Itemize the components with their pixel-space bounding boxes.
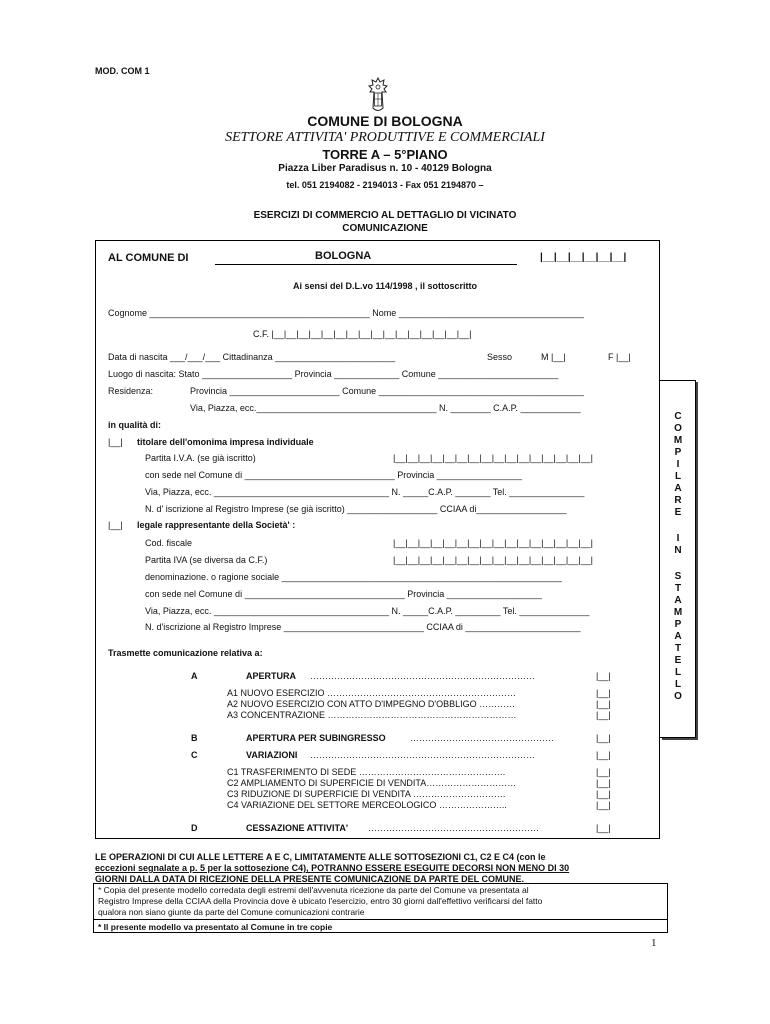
residence-province-field[interactable]: Provincia ______________________ Comune _________________________________________ xyxy=(190,386,584,396)
row-d-letter: D xyxy=(191,823,198,833)
stamp-letter: C xyxy=(674,411,682,422)
stamp-letter: S xyxy=(674,571,682,582)
sub-c2-checkbox[interactable]: |__| xyxy=(596,778,611,788)
sex-f-checkbox[interactable]: F |__| xyxy=(608,352,631,362)
stamp-letter: I xyxy=(676,459,680,470)
option-titolare-label: titolare dell'omonima impresa individuale xyxy=(137,437,314,447)
stamp-letter: P xyxy=(674,447,682,458)
option-societa-checkbox[interactable]: |__| xyxy=(108,520,123,530)
sub-c4-label: C4 VARIAZIONE DEL SETTORE MERCEOLOGICO ………………….. xyxy=(227,800,507,810)
stamp-letter: T xyxy=(674,643,682,654)
comune-field[interactable] xyxy=(215,250,517,265)
option-titolare-checkbox[interactable]: |__| xyxy=(108,437,123,447)
stamp-letter: O xyxy=(674,423,682,434)
row-b-label: APERTURA PER SUBINGRESSO xyxy=(246,733,386,743)
page-number: 1 xyxy=(651,937,657,949)
sub-c1-label: C1 TRASFERIMENTO DI SEDE …………………………………………. xyxy=(227,767,506,777)
stamp-letter: E xyxy=(674,655,682,666)
stamp-letter: I xyxy=(676,533,680,544)
via2-field[interactable]: Via, Piazza, ecc. ___________________________________ N. _____C.A.P. _________ Tel. ______________ xyxy=(145,606,590,616)
cognome-nome-field[interactable]: Cognome ____________________________________________ Nome _____________________________________ xyxy=(108,308,584,318)
sector-title: SETTORE ATTIVITA' PRODUTTIVE E COMMERCIALI xyxy=(225,130,545,145)
stamp-letter: M xyxy=(673,435,683,446)
residence-address-field[interactable]: Via, Piazza, ecc.____________________________________ N. ________ C.A.P. ____________ xyxy=(190,403,581,413)
sub-a3-label: A3 CONCENTRAZIONE ……………………………………………………… xyxy=(227,710,517,720)
model-code: MOD. COM 1 xyxy=(95,66,150,76)
birth-date-field[interactable]: Data di nascita ___/___/___ Cittadinanza ________________________ xyxy=(108,352,396,362)
row-d-checkbox[interactable]: |__| xyxy=(596,823,611,833)
row-c-checkbox[interactable]: |__| xyxy=(596,750,611,760)
trasmette-label: Trasmette comunicazione relativa a: xyxy=(108,648,263,658)
stamp-letter: L xyxy=(674,679,682,690)
sub-a1-label: A1 NUOVO ESERCIZIO ……………………………………………………… xyxy=(227,688,517,698)
stamp-letter: A xyxy=(674,483,682,494)
stamp-letter: P xyxy=(674,619,682,630)
stamp-letter: N xyxy=(674,545,682,556)
row-a-dots: ………………………………………………………………… xyxy=(310,671,535,681)
warning-line-3: GIORNI DALLA DATA DI RICEZIONE DELLA PRESENTE COMUNICAZIONE DA PARTE DEL COMUNE. xyxy=(95,874,525,884)
cod-fiscale-label: Cod. fiscale xyxy=(145,538,193,548)
sub-c3-label: C3 RIDUZIONE DI SUPERFICIE DI VENDITA …………………………. xyxy=(227,789,506,799)
row-c-label: VARIAZIONI xyxy=(246,750,298,760)
sub-a2-label: A2 NUOVO ESERCIZIO CON ATTO D'IMPEGNO D'OBBLIGO ………… xyxy=(227,699,516,709)
sub-c4-checkbox[interactable]: |__| xyxy=(596,800,611,810)
subject-line: ESERCIZI DI COMMERCIO AL DETTAGLIO DI VICINATO xyxy=(253,210,517,221)
row-b-checkbox[interactable]: |__| xyxy=(596,733,611,743)
via-field[interactable]: Via, Piazza, ecc. ___________________________________ N. _____C.A.P. _______ Tel. _______________ xyxy=(145,487,585,497)
notes-divider xyxy=(93,919,668,920)
stamp-letter: A xyxy=(674,631,682,642)
row-a-label: APERTURA xyxy=(246,671,297,681)
cod-fiscale-boxes[interactable]: |__|__|__|__|__|__|__|__|__|__|__|__|__|__|__|__| xyxy=(393,538,593,548)
stamp-letter: R xyxy=(674,495,682,506)
stamp-letter: O xyxy=(674,691,682,702)
note-line-3: qualora non siano giunte da parte del Comune comunicazioni contrarie xyxy=(98,907,365,917)
denominazione-field[interactable]: denominazione. o ragione sociale ________________________________________________________ xyxy=(145,572,562,582)
row-b-dots: ………………………………………… xyxy=(410,733,554,743)
piva2-boxes[interactable]: |__|__|__|__|__|__|__|__|__|__|__|__|__|__|__|__| xyxy=(393,555,593,565)
protocol-boxes[interactable]: |__|__|__|__|__|__| xyxy=(540,252,627,263)
row-a-checkbox[interactable]: |__| xyxy=(596,671,611,681)
stamp-letter: A xyxy=(674,595,682,606)
registro2-field[interactable]: N. d'iscrizione al Registro Imprese ____________________________ CCIAA di _______________________ xyxy=(145,622,581,632)
stamp-letter: L xyxy=(674,667,682,678)
birth-place-field[interactable]: Luogo di nascita: Stato __________________ Provincia _____________ Comune ________________________ xyxy=(108,369,559,379)
note-line-4: * Il presente modello va presentato al Comune in tre copie xyxy=(98,922,333,932)
tower-line: TORRE A – 5°PIANO xyxy=(322,147,448,162)
piva-boxes[interactable]: |__|__|__|__|__|__|__|__|__|__|__|__|__|__|__|__| xyxy=(393,453,593,463)
row-a-letter: A xyxy=(191,671,198,681)
registro-field[interactable]: N. d' iscrizione al Registro Imprese (se già iscritto) __________________ CCIAA di__________________ xyxy=(145,504,567,514)
sex-m-checkbox[interactable]: M |__| xyxy=(541,352,566,362)
sub-c2-label: C2 AMPLIAMENTO DI SUPERFICIE DI VENDITA………………………… xyxy=(227,778,517,788)
address-line: Piazza Liber Paradisus n. 10 - 40129 Bologna xyxy=(278,163,492,174)
subject-line-2: COMUNICAZIONE xyxy=(342,223,428,234)
row-c-dots: ………………………………………………………………… xyxy=(310,750,535,760)
stamp-letter: L xyxy=(674,471,682,482)
qualita-label: in qualità di: xyxy=(108,420,161,430)
sede2-field[interactable]: con sede nel Comune di ________________________________ Provincia ___________________ xyxy=(145,589,542,599)
city-title: COMUNE DI BOLOGNA xyxy=(307,113,463,129)
al-comune-label: AL COMUNE DI xyxy=(108,252,189,264)
option-societa-label: legale rappresentante della Società' : xyxy=(137,520,296,530)
sub-c3-checkbox[interactable]: |__| xyxy=(596,789,611,799)
piva-label: Partita I.V.A. (se già iscritto) xyxy=(145,453,256,463)
row-b-letter: B xyxy=(191,733,198,743)
row-c-letter: C xyxy=(191,750,198,760)
row-d-label: CESSAZIONE ATTIVITA' xyxy=(246,823,348,833)
sub-c1-checkbox[interactable]: |__| xyxy=(596,767,611,777)
sub-a2-checkbox[interactable]: |__| xyxy=(596,699,611,709)
stamp-side-box xyxy=(660,380,696,738)
comune-value: BOLOGNA xyxy=(315,250,372,262)
warning-line-1: LE OPERAZIONI DI CUI ALLE LETTERE A E C, LIMITATAMENTE ALLE SOTTOSEZIONI C1, C2 E C4 (con le xyxy=(95,852,546,862)
sub-a3-checkbox[interactable]: |__| xyxy=(596,710,611,720)
note-line-1: * Copia del presente modello corredata degli estremi dell'avvenuta ricezione da parte del Comune va presentata al xyxy=(98,885,529,895)
sub-a1-checkbox[interactable]: |__| xyxy=(596,688,611,698)
stamp-letter: T xyxy=(674,583,682,594)
sex-label: Sesso xyxy=(487,352,513,362)
stamp-letter: M xyxy=(673,607,683,618)
bologna-coat-of-arms-icon xyxy=(364,76,392,116)
codice-fiscale-field[interactable]: C.F. |__|__|__|__|__|__|__|__|__|__|__|__|__|__|__|__| xyxy=(253,329,472,339)
piva2-label: Partita IVA (se diversa da C.F.) xyxy=(145,555,268,565)
phone-line: tel. 051 2194082 - 2194013 - Fax 051 2194870 – xyxy=(286,180,484,190)
ai-sensi-line: Ai sensi del D.L.vo 114/1998 , il sottoscritto xyxy=(292,281,478,291)
stamp-letter: E xyxy=(674,507,682,518)
note-line-2: Registro Imprese della CCIAA della Provincia dove è ubicato l'esercizio, entro 30 giorni dall'effettivo verificarsi del fatto xyxy=(98,896,543,906)
sede-field[interactable]: con sede nel Comune di ______________________________ Provincia _________________ xyxy=(145,470,522,480)
residence-label: Residenza: xyxy=(108,386,154,396)
warning-line-2: eccezioni segnalate a p. 5 per la sottosezione C4), POTRANNO ESSERE ESEGUITE DECORSI NON MENO DI 30 xyxy=(95,863,570,873)
row-d-dots: ………………………………………………… xyxy=(368,823,539,833)
